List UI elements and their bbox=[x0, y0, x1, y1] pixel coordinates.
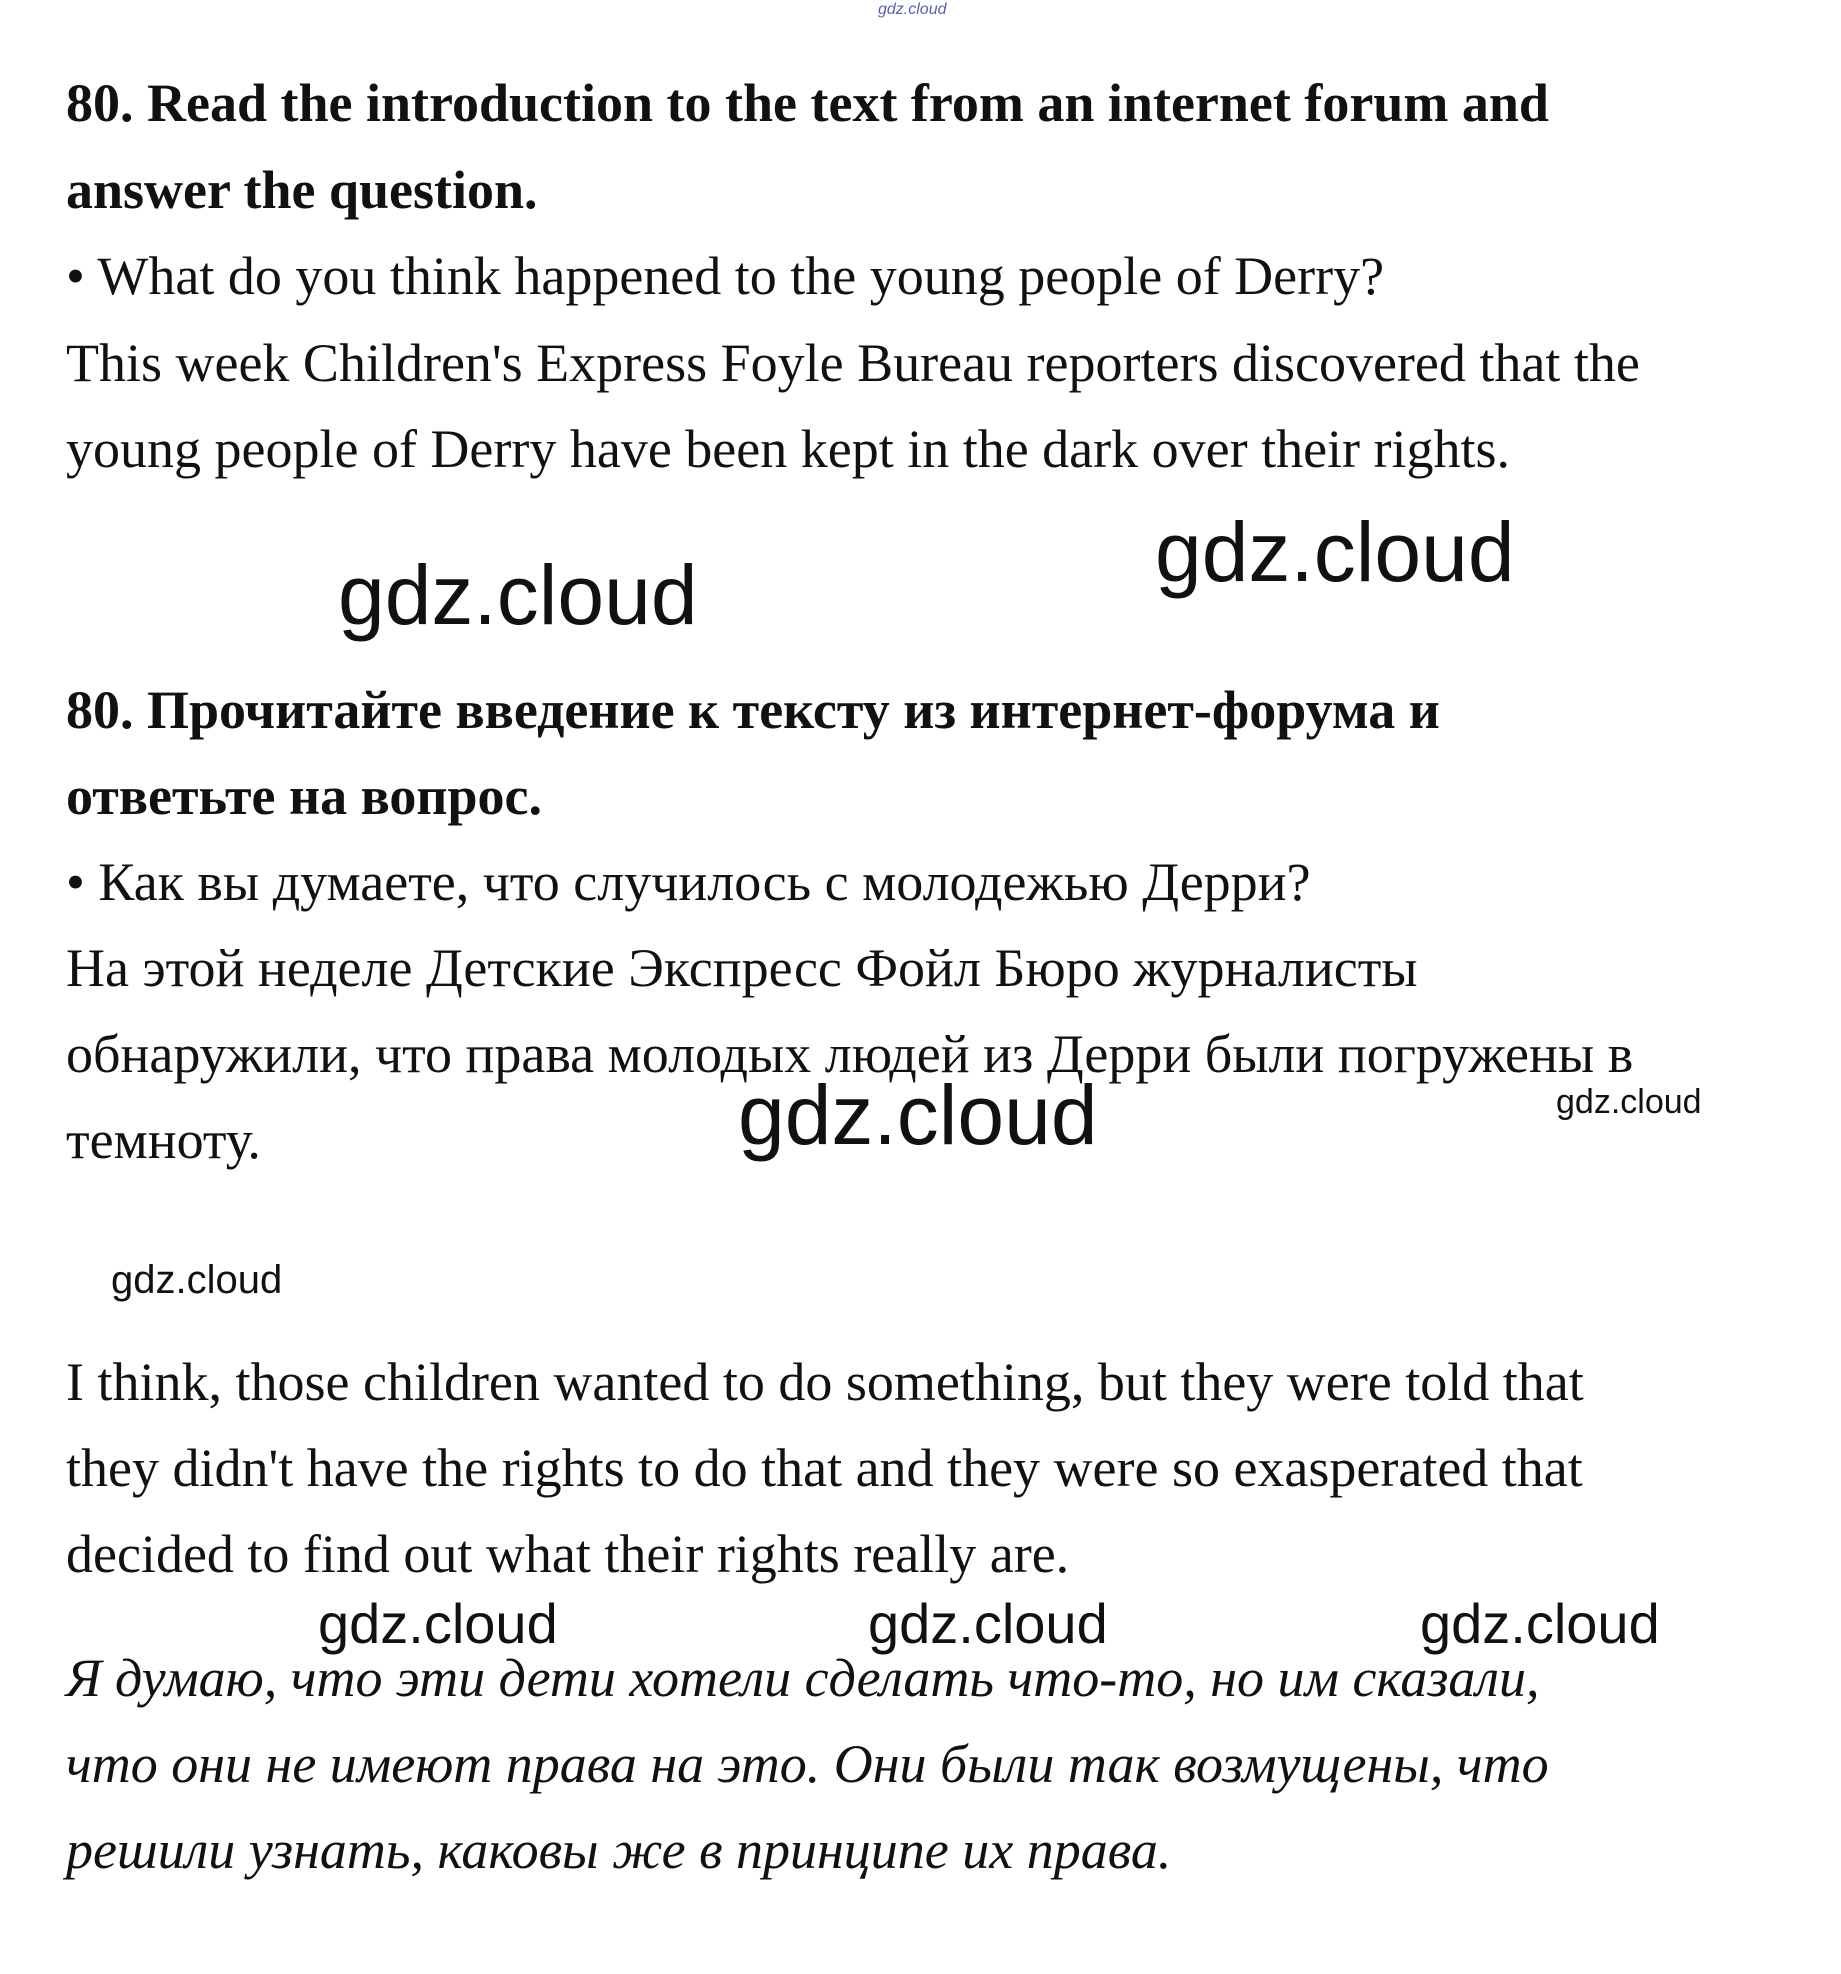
russian-text-line-2: обнаружили, что права молодых людей из Дерри были погружены в bbox=[66, 1024, 1634, 1084]
russian-heading-line-2: ответьте на вопрос. bbox=[66, 766, 542, 826]
english-text-line-1: This week Children's Express Foyle Bureau reporters discovered that the bbox=[66, 333, 1640, 393]
watermark: gdz.cloud bbox=[738, 1068, 1098, 1162]
watermark: gdz.cloud bbox=[1420, 1592, 1660, 1655]
answer-english-line-2: they didn't have the rights to do that and they were so exasperated that bbox=[66, 1438, 1583, 1498]
answer-russian-line-1: Я думаю, что эти дети хотели сделать что-то, но им сказали, bbox=[66, 1648, 1540, 1708]
russian-question: • Как вы думаете, что случилось с молодежью Дерри? bbox=[66, 852, 1311, 912]
english-heading-line-2: answer the question. bbox=[66, 160, 538, 220]
watermark: gdz.cloud bbox=[338, 548, 698, 642]
answer-russian-line-2: что они не имеют права на это. Они были так возмущены, что bbox=[66, 1734, 1549, 1794]
watermark: gdz.cloud bbox=[318, 1592, 558, 1655]
answer-english-line-3: decided to find out what their rights really are. bbox=[66, 1524, 1070, 1584]
russian-heading-line-1: 80. Прочитайте введение к тексту из интернет-форума и bbox=[66, 680, 1440, 740]
answer-english-line-1: I think, those children wanted to do something, but they were told that bbox=[66, 1352, 1584, 1412]
top-watermark: gdz.cloud bbox=[878, 1, 947, 18]
answer-russian-line-3: решили узнать, каковы же в принципе их права. bbox=[66, 1820, 1172, 1880]
english-question: • What do you think happened to the young people of Derry? bbox=[66, 246, 1385, 306]
english-text-line-2: young people of Derry have been kept in the dark over their rights. bbox=[66, 419, 1511, 479]
watermark: gdz.cloud bbox=[868, 1592, 1108, 1655]
english-heading-line-1: 80. Read the introduction to the text from an internet forum and bbox=[66, 73, 1549, 133]
watermark: gdz.cloud bbox=[1556, 1083, 1702, 1121]
russian-text-line-3: темноту. bbox=[66, 1110, 261, 1170]
watermark: gdz.cloud bbox=[1155, 505, 1515, 599]
watermark: gdz.cloud bbox=[111, 1258, 283, 1302]
russian-text-line-1: На этой неделе Детские Экспресс Фойл Бюро журналисты bbox=[66, 938, 1418, 998]
